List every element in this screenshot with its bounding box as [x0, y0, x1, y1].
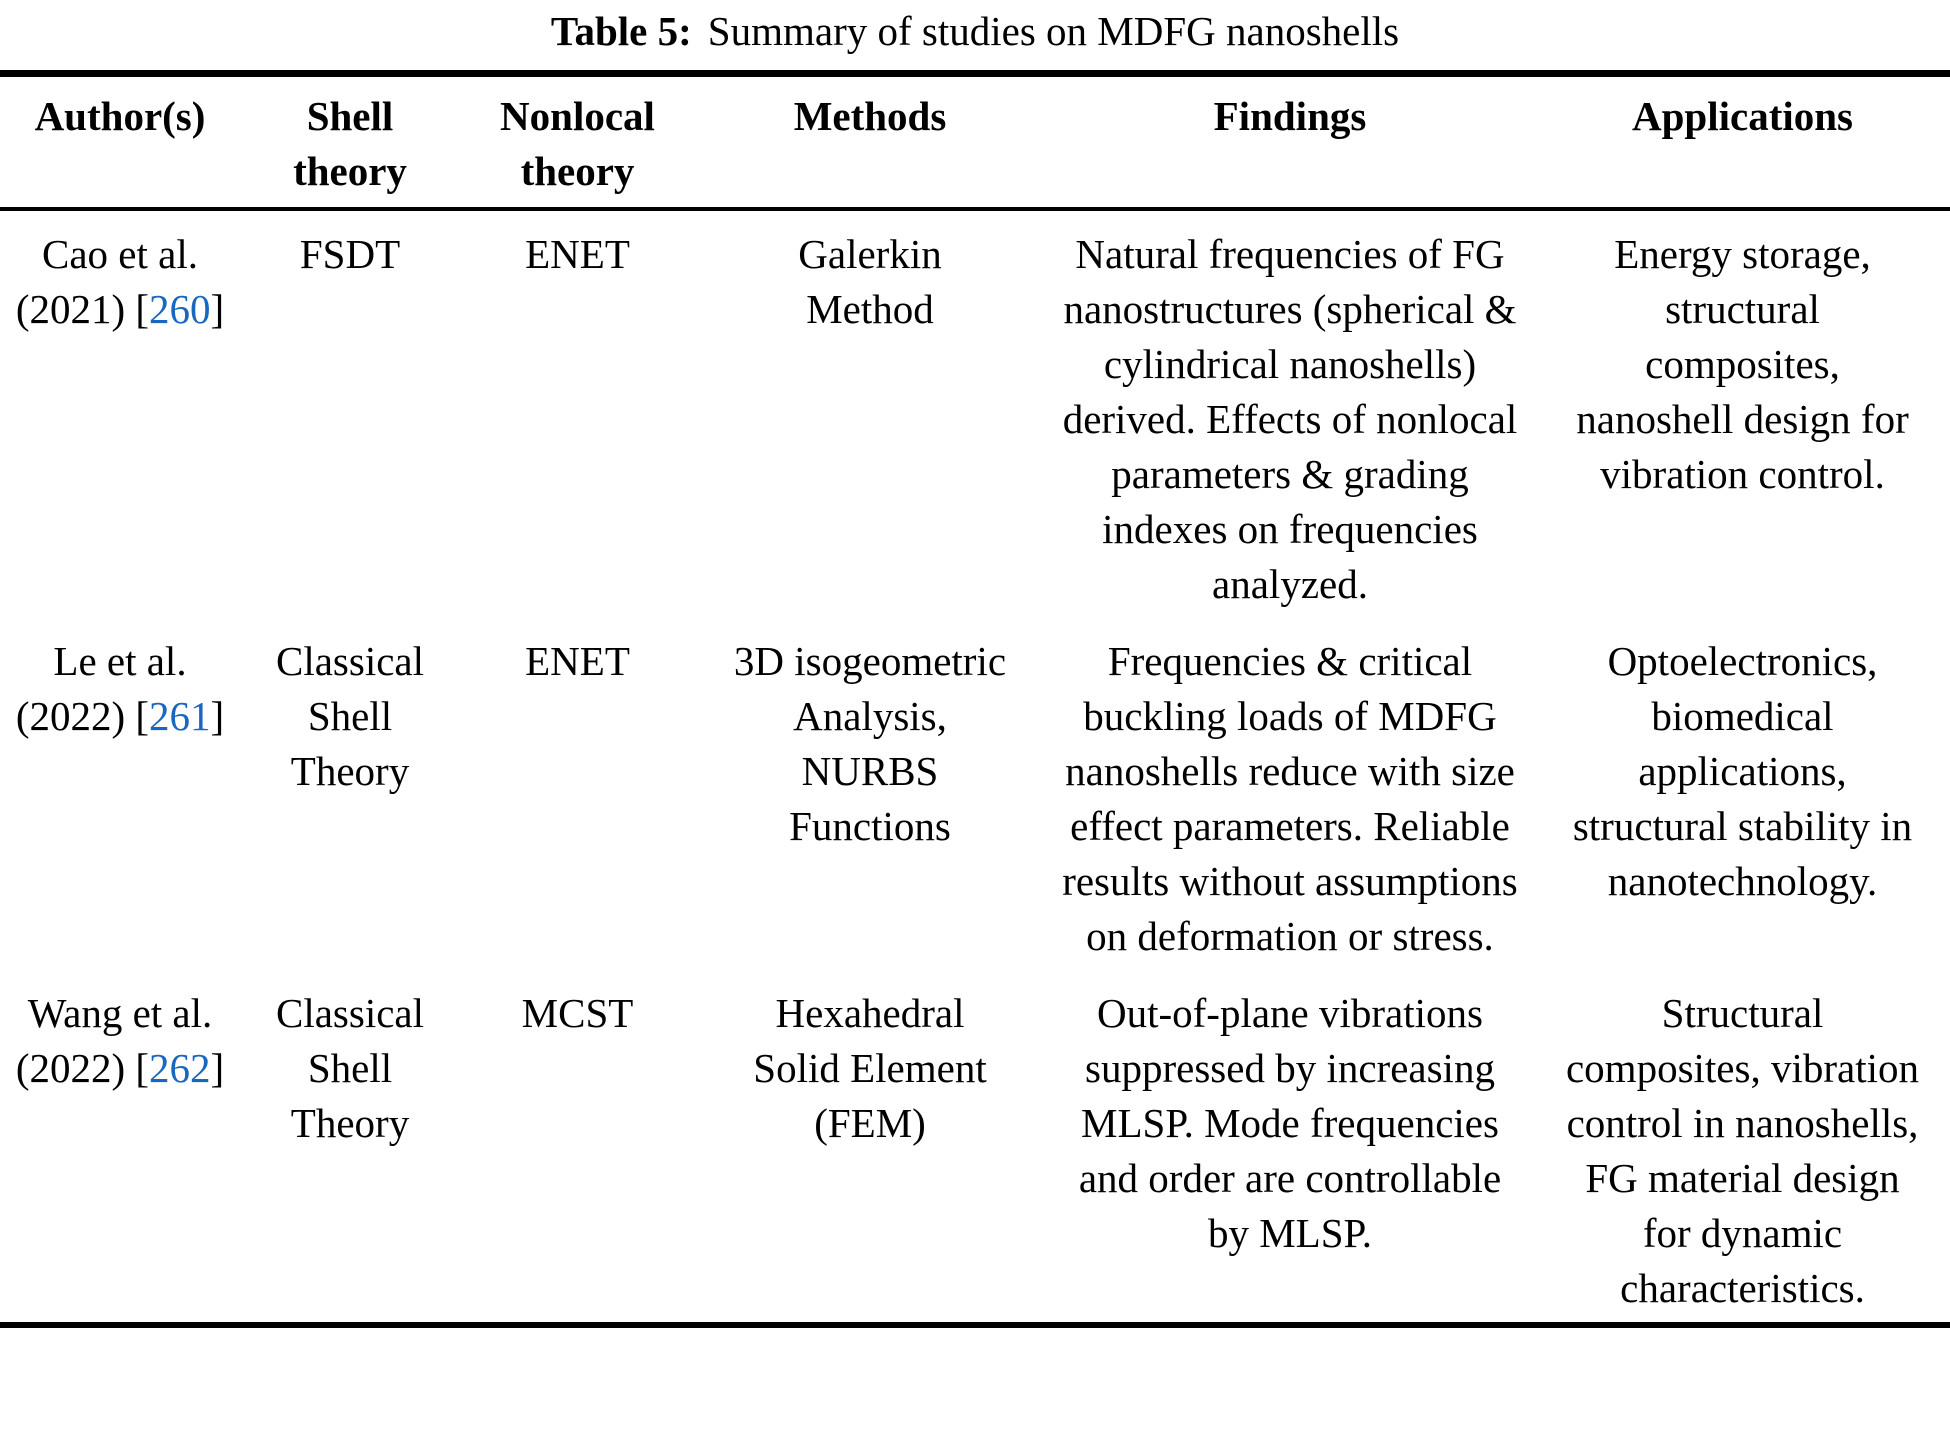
- table-caption-label: Table 5:: [550, 8, 692, 54]
- findings-cell: Natural frequencies of FG nanostructures (spherical & cylindrical nanoshells) derived. Effects of nonlocal parameters & grading indexes on frequencies analyzed.: [1062, 231, 1518, 607]
- findings-cell: Frequencies & critical buckling loads of MDFG nanoshells reduce with size effect parameters. Reliable results without assumptions on deformation or stress.: [1062, 638, 1518, 959]
- author-cell: Wang et al. (2022) [262]: [15, 990, 225, 1091]
- citation-link[interactable]: 260: [149, 286, 211, 332]
- table-header: [0, 74, 1950, 210]
- table-row: [0, 618, 1950, 970]
- column-header-applications: Applications: [1535, 74, 1950, 210]
- column-header-shell-theory: Shell theory: [240, 74, 460, 210]
- methods-cell: 3D isogeometric Analysis, NURBS Functions: [733, 638, 1007, 849]
- citation-link[interactable]: 261: [149, 693, 211, 739]
- findings-cell: Out-of-plane vibrations suppressed by increasing MLSP. Mode frequencies and order are controllable by MLSP.: [1078, 990, 1502, 1256]
- applications-cell: Structural composites, vibration control in nanoshells, FG material design for dynamic characteristics.: [1565, 990, 1919, 1311]
- citation-link[interactable]: 262: [149, 1045, 211, 1091]
- table-caption: [0, 0, 1950, 56]
- column-header-methods: Methods: [695, 74, 1045, 210]
- nonlocal-theory-cell: ENET: [525, 231, 630, 277]
- table-body: [0, 209, 1950, 1325]
- column-header-nonlocal-theory: Nonlocal theory: [460, 74, 695, 210]
- applications-cell: Optoelectronics, biomedical applications, structural stability in nanotechnology.: [1572, 638, 1913, 904]
- applications-cell: Energy storage, structural composites, nanoshell design for vibration control.: [1576, 231, 1909, 497]
- studies-summary-table: [0, 70, 1950, 1328]
- header-row: [0, 74, 1950, 210]
- methods-cell: Galerkin Method: [798, 231, 942, 332]
- table-caption-text: Summary of studies on MDFG nanoshells: [707, 8, 1400, 54]
- column-header-findings: Findings: [1045, 74, 1535, 210]
- column-header-author-s: Author(s): [0, 74, 240, 210]
- shell-theory-cell: Classical Shell Theory: [275, 638, 425, 794]
- table-row: [0, 970, 1950, 1325]
- table-row: [0, 209, 1950, 618]
- shell-theory-cell: FSDT: [299, 231, 401, 277]
- nonlocal-theory-cell: MCST: [521, 990, 634, 1036]
- methods-cell: Hexahedral Solid Element (FEM): [753, 990, 987, 1146]
- nonlocal-theory-cell: ENET: [525, 638, 630, 684]
- author-cell: Le et al. (2022) [261]: [15, 638, 225, 739]
- shell-theory-cell: Classical Shell Theory: [275, 990, 425, 1146]
- author-cell: Cao et al. (2021) [260]: [15, 231, 225, 332]
